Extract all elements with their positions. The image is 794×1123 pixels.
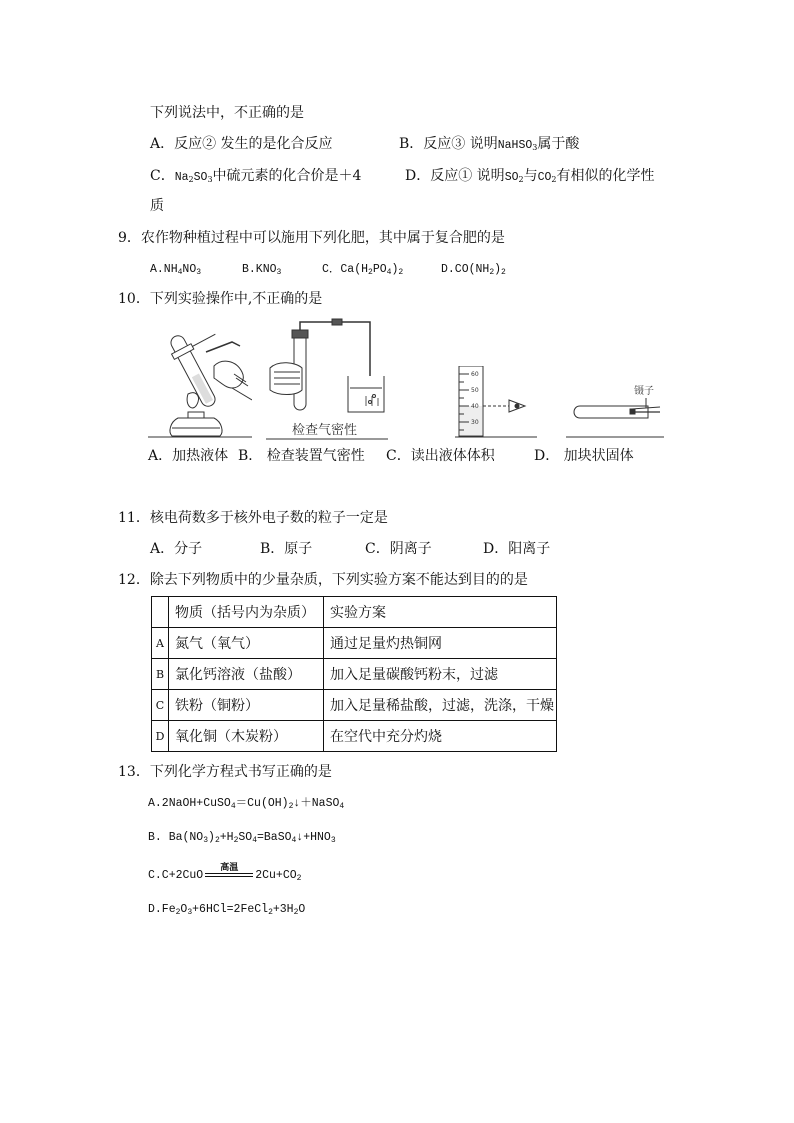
- scale-label-50: 50: [471, 387, 479, 394]
- q8-option-d-continued: 质: [150, 198, 164, 214]
- q11-option-d: D．阳离子: [483, 541, 551, 557]
- q13-option-b: B. $Ba(NO_3)_2+H_2SO_4=BaSO_4↓+HNO_3$: [148, 831, 336, 845]
- table-row: [152, 628, 557, 659]
- q11-stem: 11．核电荷数多于核外电子数的粒子一定是: [118, 510, 388, 526]
- table-cell: 氮气（氧气）: [169, 628, 324, 659]
- table-header-row: [152, 597, 557, 628]
- beaker-icon: [348, 376, 384, 412]
- fig-airtightness-check: [266, 318, 388, 440]
- q13-option-a: $A.2NaOH+CuSO_4=Cu(OH)_2↓+NaSO_4$: [148, 797, 345, 811]
- table-cell: 加入足量碳酸钙粉末，过滤: [324, 659, 557, 690]
- table-cell: B: [152, 659, 169, 690]
- table-cell: 铁粉（铜粉）: [169, 690, 324, 721]
- q9-stem: 9．农作物种植过程中可以施用下列化肥，其中属于复合肥的是: [118, 230, 505, 246]
- q9-option-d: $D.CO(NH_2)_2$: [441, 263, 506, 277]
- condition-label: 高温: [220, 862, 239, 873]
- table-cell: 在空代中充分灼烧: [324, 721, 557, 752]
- q8-stem: 下列说法中，不正确的是: [150, 105, 304, 121]
- q8-option-a: A．反应② 发生的是化合反应: [150, 136, 333, 152]
- q9-option-a: $A.NH_4NO_3$: [150, 263, 202, 277]
- q13-option-d: $D.Fe_2O_3+6HCl=2FeCl_2+3H_2O$: [148, 903, 306, 917]
- alcohol-lamp-icon: [170, 418, 222, 436]
- table-row: [152, 721, 557, 752]
- q12-stem: 12．除去下列物质中的少量杂质，下列实验方案不能达到目的的是: [118, 572, 528, 588]
- table-header-cell: 物质（括号内为杂质）: [169, 597, 324, 628]
- fig-adding-solid: [566, 372, 664, 438]
- flame-icon: [187, 393, 198, 408]
- q13-stem: 13．下列化学方程式书写正确的是: [118, 764, 332, 780]
- table-cell: 氧化铜（木炭粉）: [169, 721, 324, 752]
- q13-option-c: C.C+2CuO 高温 $2Cu+CO_2$: [148, 866, 301, 886]
- q11-option-b: B．原子: [260, 541, 313, 557]
- table-cell: C: [152, 690, 169, 721]
- scale-label-60: 60: [471, 371, 479, 378]
- table-row: [152, 690, 557, 721]
- q10-option-d: D． 加块状固体: [534, 448, 634, 464]
- q11-option-c: C．阴离子: [365, 541, 432, 557]
- q9-option-b: $B.KNO_3$: [242, 263, 282, 277]
- hand-icon: [214, 361, 243, 388]
- q10-option-a: A．加热液体: [148, 448, 229, 464]
- table-header-cell: [152, 597, 169, 628]
- q11-option-a: A．分子: [150, 541, 203, 557]
- table-header-cell: 实验方案: [324, 597, 557, 628]
- q9-option-c: C．$Ca(H_2PO_4)_2$: [322, 263, 404, 277]
- q10-stem: 10．下列实验操作中,不正确的是: [118, 291, 323, 307]
- table-cell: A: [152, 628, 169, 659]
- hand-icon: [270, 363, 302, 395]
- table-cell: 氯化钙溶液（盐酸）: [169, 659, 324, 690]
- q8-option-c: C．$Na_2SO_3$中硫元素的化合价是＋4: [150, 168, 362, 184]
- fig-b-caption: 检查气密性: [292, 423, 358, 438]
- q10-option-c: C．读出液体体积: [386, 448, 495, 464]
- q10-option-b: B． 检查装置气密性: [238, 448, 365, 464]
- table-row: [152, 659, 557, 690]
- q8-option-b: B．反应③ 说明NaHSO$_3$属于酸: [399, 136, 580, 152]
- equation-line-top: [205, 873, 253, 874]
- fig-reading-volume: [455, 366, 537, 438]
- scale-label-30: 30: [471, 419, 479, 426]
- fig-d-label: 镊子: [634, 386, 654, 397]
- table-cell: D: [152, 721, 169, 752]
- reaction-condition: [205, 862, 253, 882]
- q8-option-d: D．反应① 说明$SO_2$与$CO_2$有相似的化学性: [405, 168, 655, 184]
- q12-table: [151, 596, 557, 752]
- table-cell: 通过足量灼热铜网: [324, 628, 557, 659]
- table-cell: 加入足量稀盐酸，过滤，洗涤，干燥: [324, 690, 557, 721]
- scale-label-40: 40: [471, 403, 479, 410]
- equation-line-bottom: [205, 876, 253, 877]
- fig-heating-liquid: [148, 322, 252, 438]
